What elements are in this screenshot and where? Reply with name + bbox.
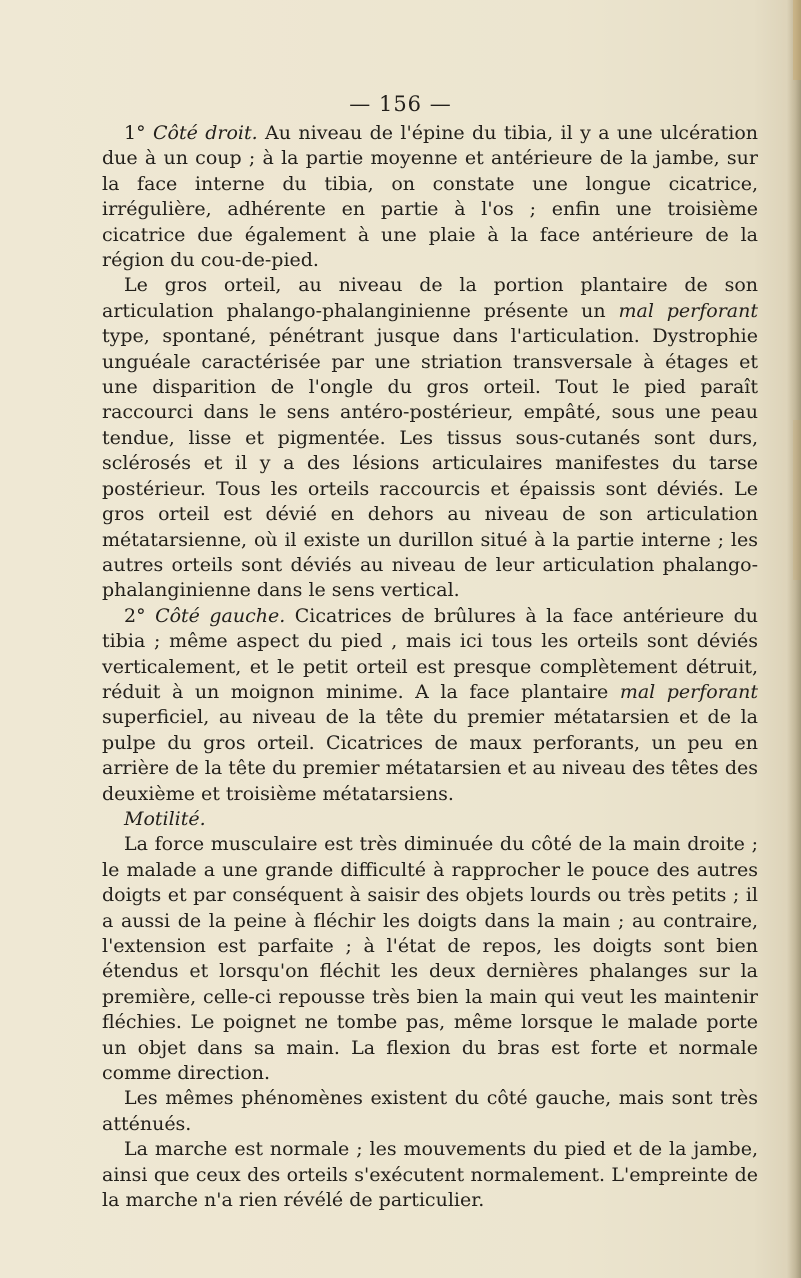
section-heading-motilite [102, 807, 758, 832]
section-heading: Motilité. [124, 807, 206, 830]
paragraph-text: Au niveau de l'épine du tibia, il y a une ulcération due à un coup ; à la partie moyenne et antérieure de la jambe, sur la face interne du tibia, on constate une longue cicatrice, irrégulière, adhérente en partie à l'os ; enfin une troisième cicatrice due également à une plaie à la face antérieure de la région du cou-de-pied. [102, 122, 758, 272]
page-edge-shadow [787, 0, 801, 1278]
emphasis-term: mal perforant [619, 680, 758, 703]
paragraph-text: superficiel, au niveau de la tête du premier métatarsien et de la pulpe du gros orteil. Cicatrices de maux perforants, un peu en arrière de la tête du premier métatarsien et au niveau des têtes des deuxième et troisième métatarsiens. [102, 706, 758, 805]
paragraph-marche: La marche est normale ; les mouvements du pied et de la jambe, ainsi que ceux des orteils s'exécutent normalement. L'empreinte de la marche n'a rien révélé de particulier. [102, 1138, 758, 1212]
emphasis-term: mal perforant [618, 299, 759, 322]
page-edge-stain [793, 420, 801, 580]
body-text [102, 121, 758, 1213]
page-edge-stain [793, 0, 801, 80]
section-number: 1° [124, 122, 146, 144]
paragraph-cote-droit [102, 121, 758, 273]
page-number: — 156 — [349, 92, 452, 116]
section-heading: Côté gauche. [155, 604, 286, 627]
paragraph-cote-gauche-motilite: Les mêmes phénomènes existent du côté gauche, mais sont très atténués. [102, 1087, 758, 1135]
paragraph-force-musculaire: La force musculaire est très diminuée du côté de la main droite ; le malade a une grande difficulté à rapprocher le pouce des autres doigts et par conséquent à saisir des objets lourds ou très petits ; il a aussi de la peine à fléchir les doigts dans la main ; au contraire, l'extension est parfaite ; à l'état de repos, les doigts sont bien étendus et lorsqu'on fléchit les deux dernières phalanges sur la première, celle-ci repousse très bien la main qui veut les maintenir fléchies. Le poignet ne tombe pas, même lorsque le malade porte un objet dans sa main. La flexion du bras est forte et normale comme direction. [102, 833, 758, 1085]
section-heading: Côté droit. [152, 122, 258, 144]
paragraph-gros-orteil [102, 273, 758, 603]
paragraph-text: Cicatrices de brûlures à la face antérieure du tibia ; même aspect du pied , mais ici tous les orteils sont déviés verticalement, et le petit orteil est presque complètement détruit, réduit à un moignon minime. A la face plantaire [102, 604, 758, 703]
section-number: 2° [124, 604, 146, 627]
paragraph-text: Le gros orteil, au niveau de la portion plantaire de son articulation phalango-phalanginienne présente un [102, 274, 758, 322]
paragraph-cote-gauche [102, 604, 758, 807]
paragraph-text: type, spontané, pénétrant jusque dans l'articulation. Dystrophie unguéale caractérisée par une striation transversale à étages et une disparition de l'ongle du gros orteil. Tout le pied paraît raccourci dans le sens antéro-postérieur, empâté, sous une peau tendue, lisse et pigmentée. Les tissus sous-cutanés sont durs, sclérosés et il y a des lésions articulaires manifestes du tarse postérieur. Tous les orteils raccourcis et épaissis sont déviés. Le gros orteil est dévié en dehors au niveau de son articulation métatarsienne, où il existe un durillon situé à la partie interne ; les autres orteils sont déviés au niveau de leur articulation phalango-phalanginienne dans le sens vertical. [102, 325, 758, 602]
